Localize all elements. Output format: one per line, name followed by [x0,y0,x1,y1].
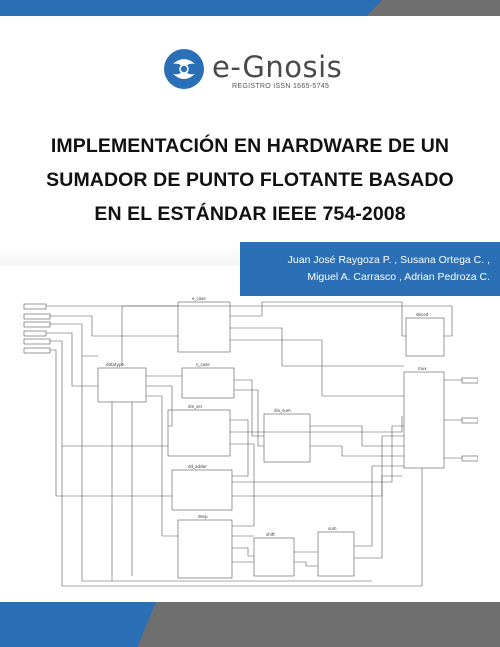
schematic-diagram [22,296,478,596]
brand-name: e-Gnosis [212,50,343,84]
brand-registry: REGISTRO ISSN 1665-5745 [232,83,330,90]
block-label-shift: shift [266,532,275,537]
separator-shadow [0,246,240,266]
block-label-datatype: datatype [106,362,124,367]
bottom-band-blue [0,602,156,647]
egnosis-logo-icon [163,48,205,90]
top-band-blue [0,0,382,16]
block-label-mux: mux [418,366,427,371]
block-label-din-sum: din_sum [274,408,291,413]
authors-line-2: Miguel A. Carrasco , Adrian Pedroza C. [307,271,490,283]
block-label-desp: desp [198,514,208,519]
title-line-1: IMPLEMENTACIÓN EN HARDWARE DE UN [50,135,450,157]
authors-line-1: Juan José Raygoza P. , Susana Ortega C. , [287,254,490,266]
block-label-din-sel: din_sel [188,404,202,409]
block-label-dd-adder: dd_adder [188,464,207,469]
block-label-e-case: e_case [192,296,206,301]
block-label-sum: sum [328,526,337,531]
title-line-2: SUMADOR DE PUNTO FLOTANTE BASADO [46,169,454,191]
title-line-3: EN EL ESTÁNDAR IEEE 754-2008 [94,203,406,225]
block-label-n-case: n_case [196,362,210,367]
authors-box [240,242,500,296]
block-label-decod: decod [416,312,429,317]
